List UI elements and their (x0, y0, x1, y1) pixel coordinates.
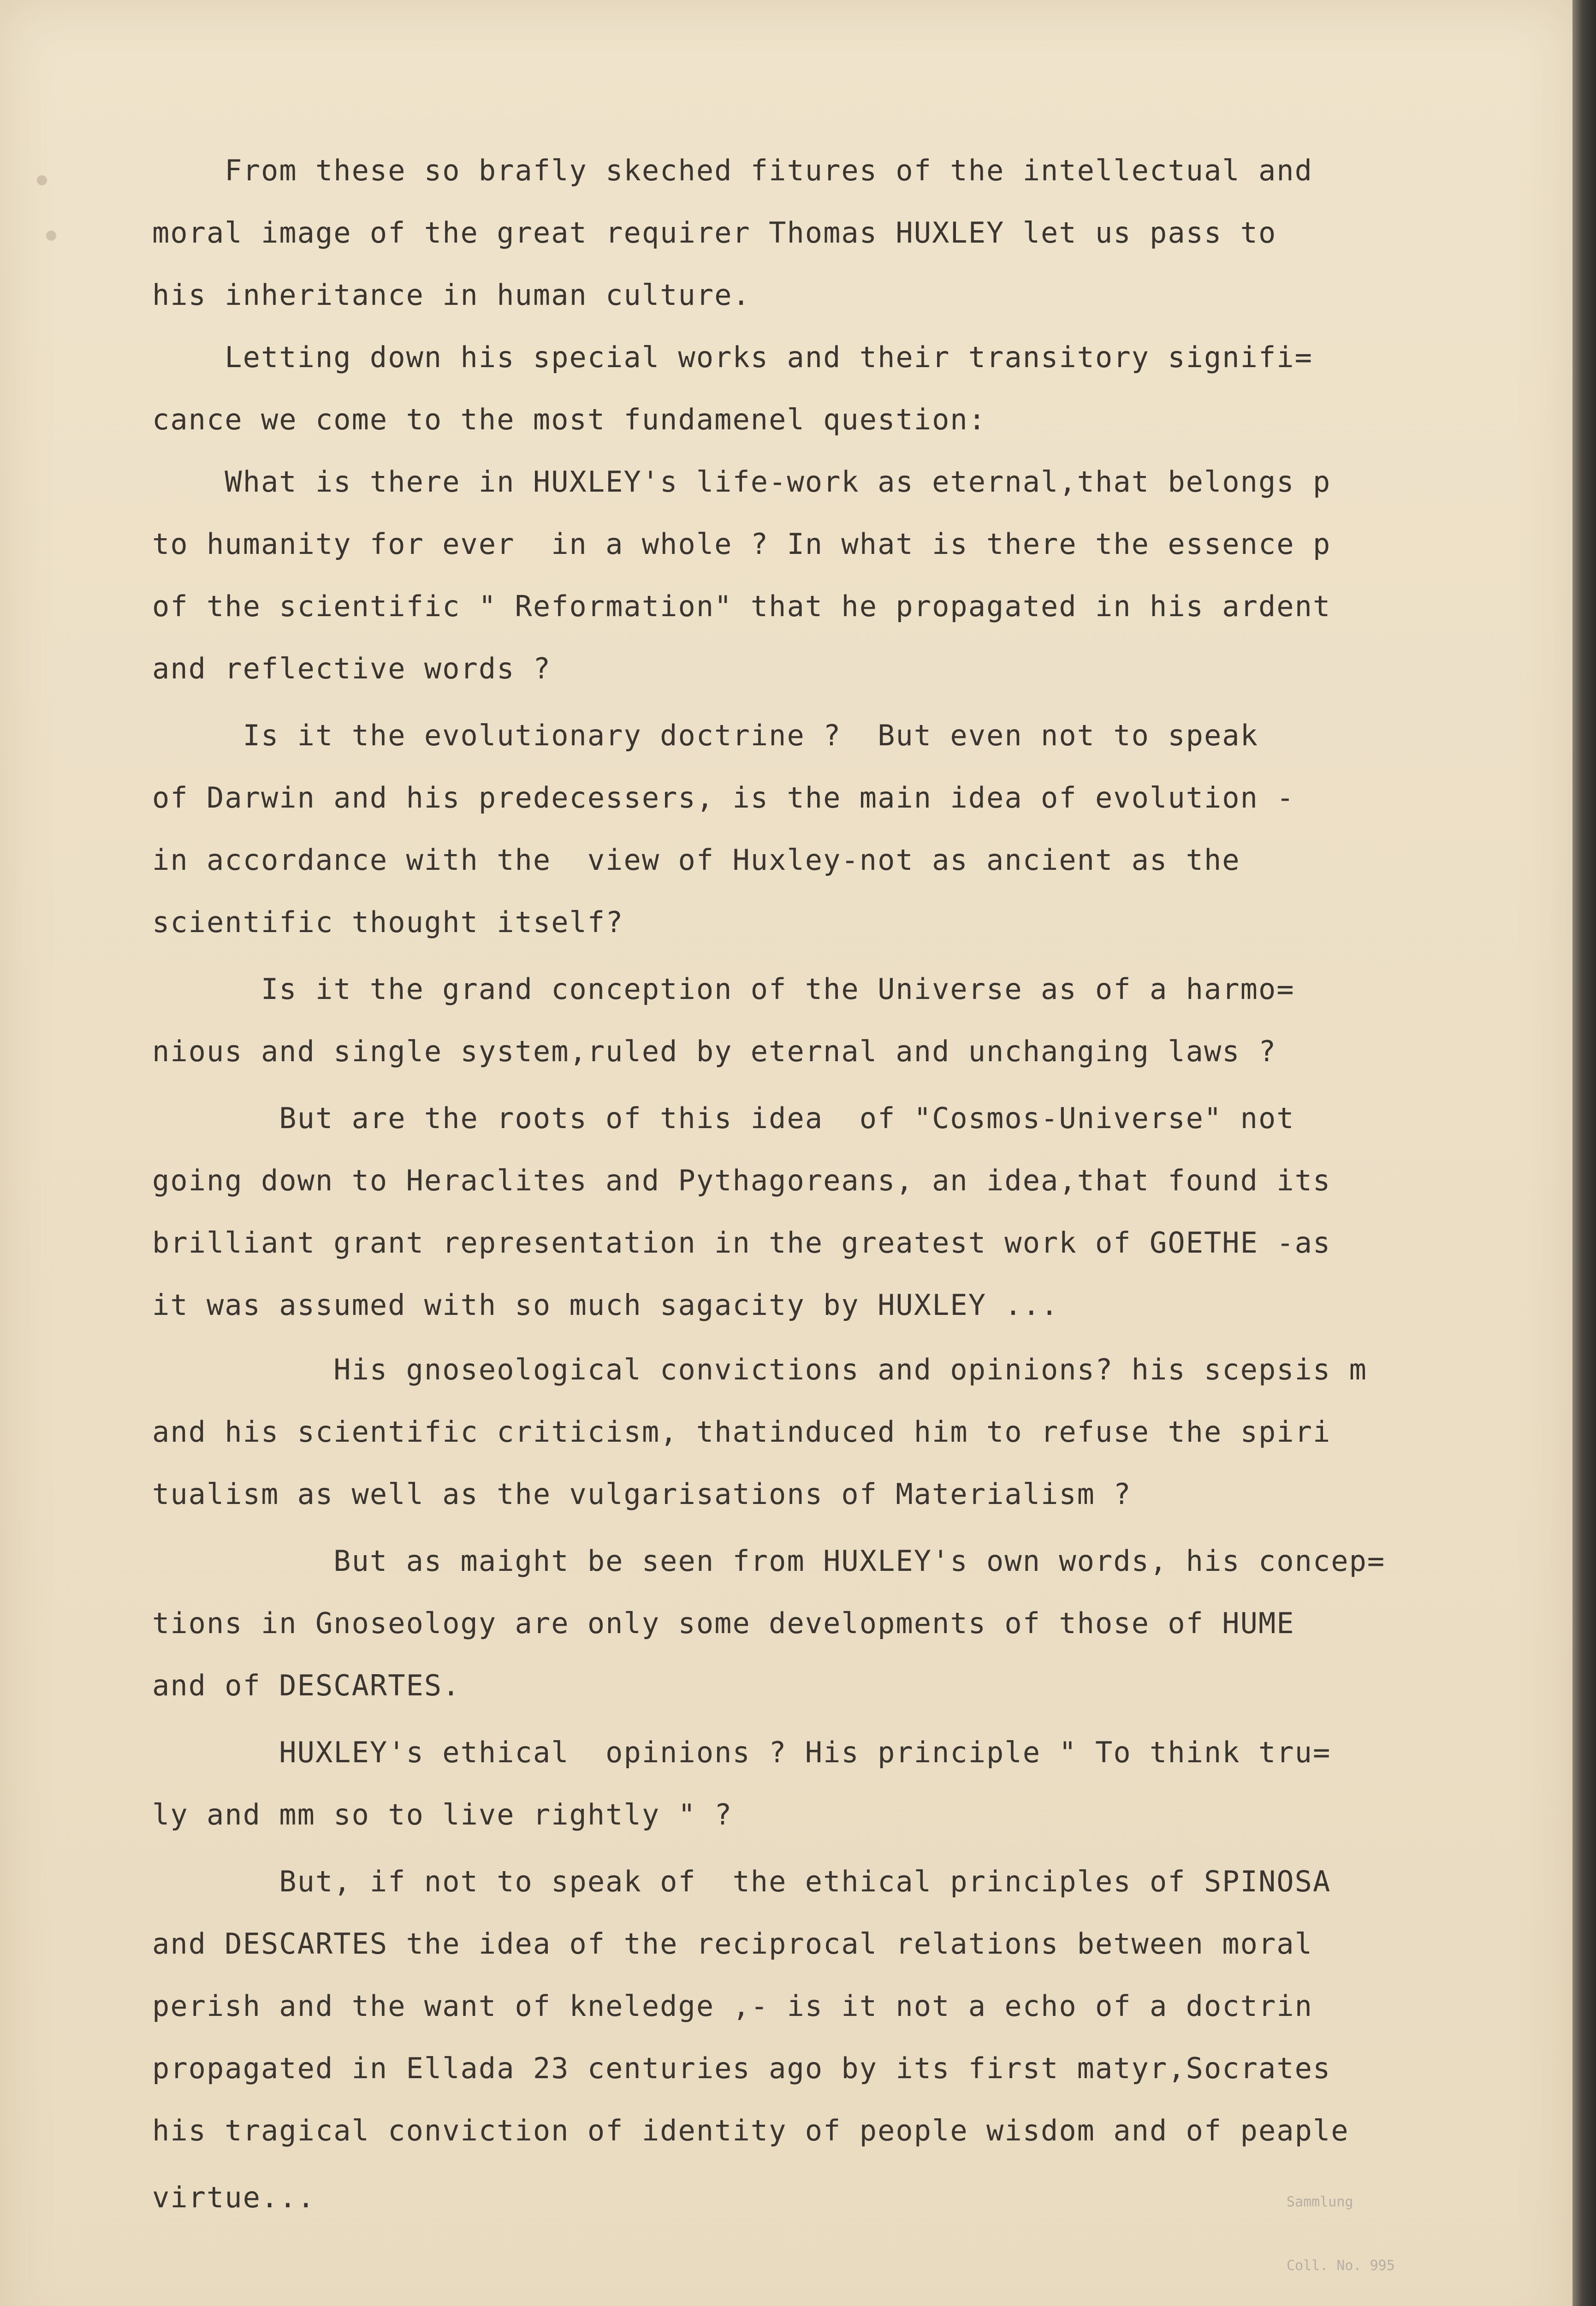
text-line: of the scientific " Reformation" that he propagated in his ardent (152, 589, 1331, 623)
stamp-line: Coll. No. 995 (1287, 2258, 1395, 2274)
text-line: in accordance with the view of Huxley-not as ancient as the (152, 843, 1240, 877)
text-line: What is there in HUXLEY's life-work as eternal,that belongs p (152, 465, 1331, 499)
text-line: and his scientific criticism, thatinduced him to refuse the spiri (152, 1415, 1331, 1449)
text-line: to humanity for ever in a whole ? In what is there the essence p (152, 527, 1331, 561)
text-line: and of DESCARTES. (152, 1669, 461, 1702)
text-line: But, if not to speak of the ethical principles of SPINOSA (152, 1865, 1331, 1898)
text-line: ly and mm so to live rightly " ? (152, 1798, 733, 1831)
binding-mark (37, 175, 47, 185)
text-line: it was assumed with so much sagacity by HUXLEY ... (152, 1288, 1059, 1322)
text-line: But as maight be seen from HUXLEY's own words, his concep= (152, 1544, 1386, 1578)
text-line: perish and the want of kneledge ,- is it not a echo of a doctrin (152, 1989, 1313, 2023)
binding-mark (46, 231, 56, 241)
text-line: From these so brafly skeched fitures of the intellectual and (152, 154, 1313, 187)
text-line: Is it the evolutionary doctrine ? But even not to speak (152, 719, 1258, 752)
text-line: propagated in Ellada 23 centuries ago by its first matyr,Socrates (152, 2051, 1331, 2085)
text-line: his tragical conviction of identity of people wisdom and of peaple (152, 2114, 1349, 2147)
text-line: Letting down his special works and their transitory signifi= (152, 340, 1313, 374)
text-line: nious and single system,ruled by eternal and unchanging laws ? (152, 1034, 1277, 1068)
archive-stamp (1287, 2149, 1480, 2274)
text-line: scientific thought itself? (152, 905, 624, 939)
text-line: HUXLEY's ethical opinions ? His principle " To think tru= (152, 1735, 1331, 1769)
text-line: tions in Gnoseology are only some developments of those of HUME (152, 1606, 1295, 1640)
text-line: But are the roots of this idea of "Cosmos-Universe" not (152, 1101, 1295, 1135)
text-line: tualism as well as the vulgarisations of Materialism ? (152, 1477, 1132, 1511)
text-line: and DESCARTES the idea of the reciprocal relations between moral (152, 1927, 1313, 1961)
stamp-line: Sammlung (1287, 2194, 1353, 2210)
text-line: cance we come to the most fundamenel question: (152, 403, 987, 436)
page-edge (1572, 0, 1596, 2306)
text-line: moral image of the great requirer Thomas HUXLEY let us pass to (152, 216, 1277, 250)
text-line: virtue... (152, 2181, 315, 2214)
text-line: and reflective words ? (152, 652, 552, 685)
text-line: brilliant grant representation in the greatest work of GOETHE -as (152, 1226, 1331, 1260)
text-line: going down to Heraclites and Pythagoreans, an idea,that found its (152, 1164, 1331, 1197)
text-line: His gnoseological convictions and opinions? his scepsis m (152, 1353, 1367, 1386)
text-line: Is it the grand conception of the Universe as of a harmo= (152, 972, 1295, 1006)
text-line: of Darwin and his predecessers, is the main idea of evolution - (152, 781, 1295, 814)
text-line: his inheritance in human culture. (152, 278, 751, 312)
